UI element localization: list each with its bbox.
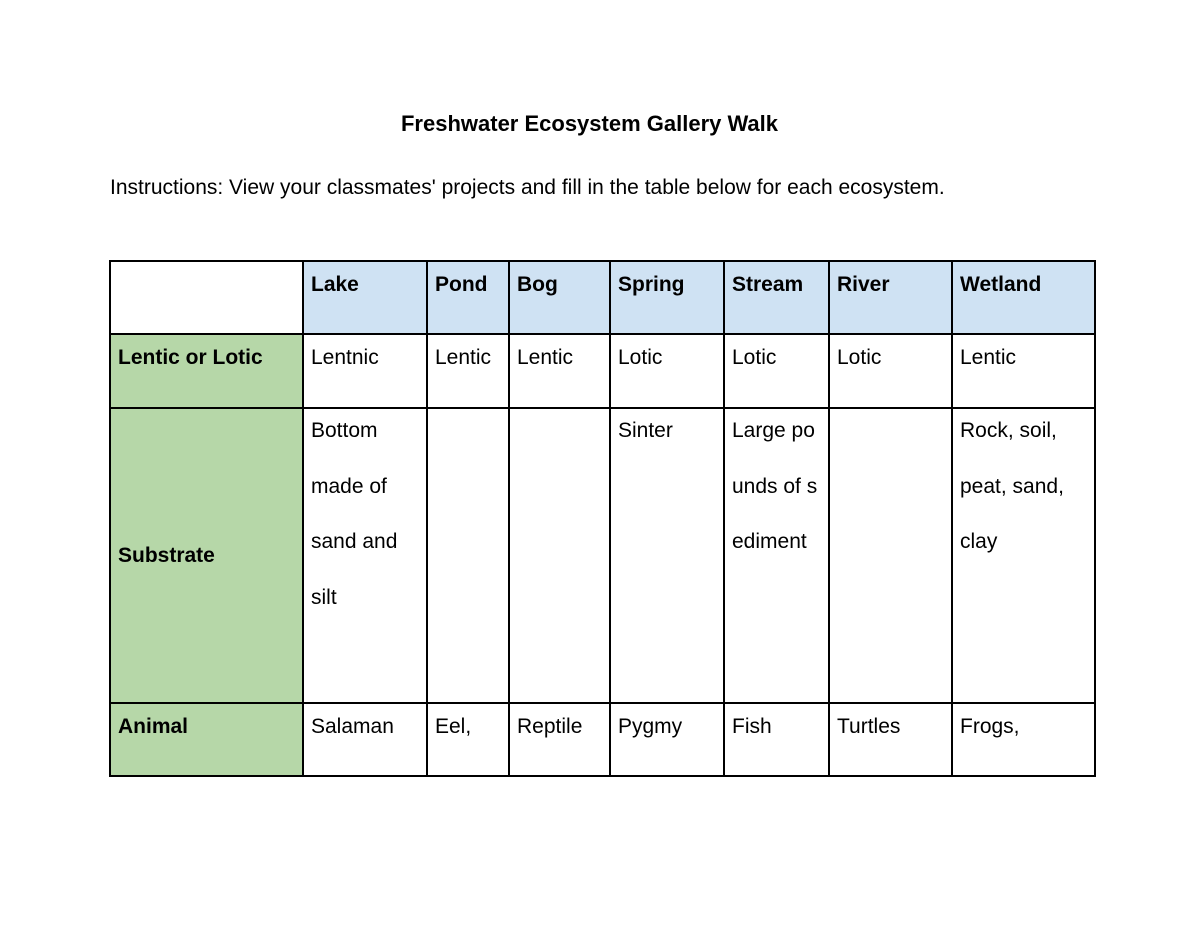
table-cell: Fish bbox=[724, 703, 829, 776]
table-cell: Turtles bbox=[829, 703, 952, 776]
column-header-wetland: Wetland bbox=[952, 261, 1095, 334]
table-cell: Salaman bbox=[303, 703, 427, 776]
table-cell: Rock, soil, peat, sand, clay bbox=[952, 408, 1095, 703]
table-cell bbox=[509, 408, 610, 703]
table-cell bbox=[829, 408, 952, 703]
row-header-animal: Animal bbox=[110, 703, 303, 776]
table-cell: Lotic bbox=[724, 334, 829, 408]
table-row bbox=[110, 408, 1095, 703]
column-header-pond: Pond bbox=[427, 261, 509, 334]
table-cell: Lentic bbox=[509, 334, 610, 408]
table-cell bbox=[427, 408, 509, 703]
row-header-lentic-or-lotic: Lentic or Lotic bbox=[110, 334, 303, 408]
table-cell: Lentnic bbox=[303, 334, 427, 408]
table-cell: Bottom made of sand and silt bbox=[303, 408, 427, 703]
column-header-lake: Lake bbox=[303, 261, 427, 334]
column-header-stream: Stream bbox=[724, 261, 829, 334]
ecosystem-table bbox=[109, 260, 1096, 777]
table-cell: Frogs, bbox=[952, 703, 1095, 776]
table-row bbox=[110, 703, 1095, 776]
column-header-bog: Bog bbox=[509, 261, 610, 334]
table-cell: Pygmy bbox=[610, 703, 724, 776]
column-header-river: River bbox=[829, 261, 952, 334]
table-header-row bbox=[110, 261, 1095, 334]
table-cell: Eel, bbox=[427, 703, 509, 776]
table-cell: Reptile bbox=[509, 703, 610, 776]
corner-cell bbox=[110, 261, 303, 334]
column-header-spring: Spring bbox=[610, 261, 724, 334]
table-cell: Lotic bbox=[610, 334, 724, 408]
table-row bbox=[110, 334, 1095, 408]
table-cell: Lotic bbox=[829, 334, 952, 408]
page-title: Freshwater Ecosystem Gallery Walk bbox=[400, 111, 779, 136]
table-cell: Lentic bbox=[427, 334, 509, 408]
table-cell: Lentic bbox=[952, 334, 1095, 408]
row-header-substrate: Substrate bbox=[110, 408, 303, 703]
table-cell: Sinter bbox=[610, 408, 724, 703]
table-cell: Large pounds of sediment bbox=[724, 408, 829, 703]
instructions-text: Instructions: View your classmates' projects and fill in the table below for each ecosystem. bbox=[110, 176, 945, 199]
